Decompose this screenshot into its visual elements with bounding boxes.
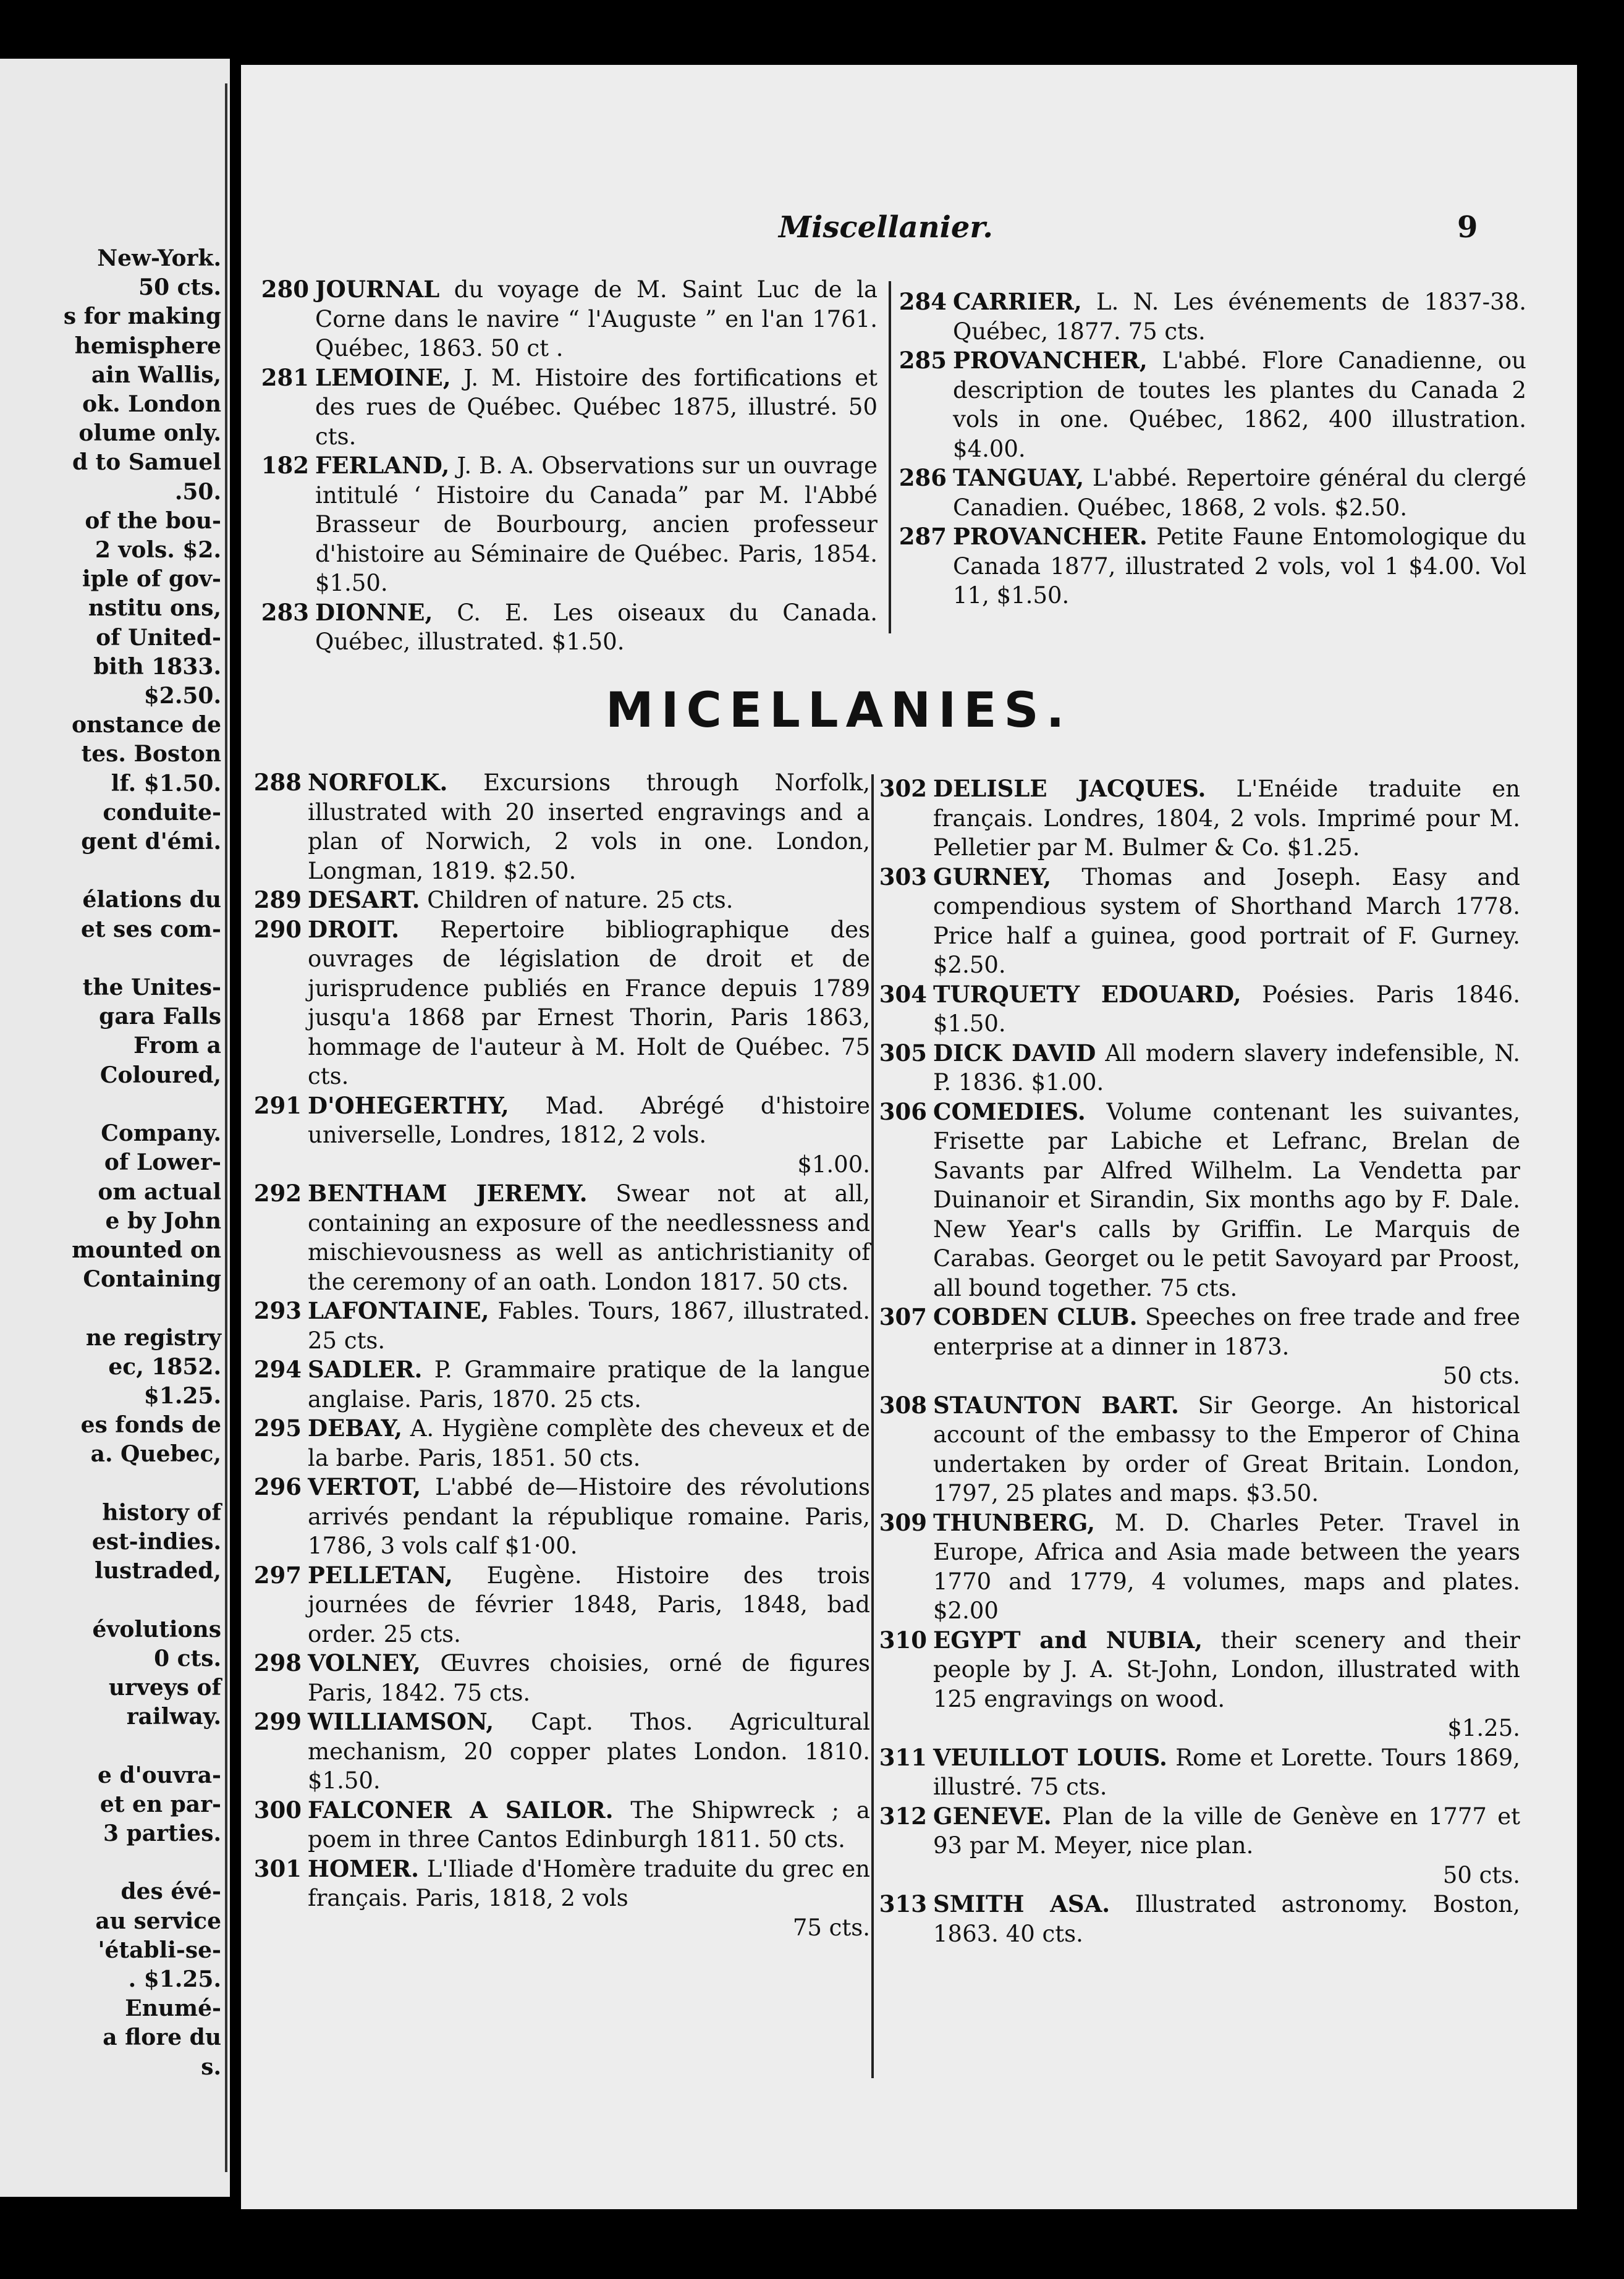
entry-number: 310 bbox=[879, 1626, 927, 1654]
entry-title: DELISLE JACQUES. bbox=[933, 775, 1206, 802]
previous-page-line: iple of gov- bbox=[82, 566, 221, 593]
previous-page-line: des évé- bbox=[121, 1879, 221, 1905]
entry-title: BENTHAM JEREMY. bbox=[308, 1180, 588, 1207]
entry-number: 304 bbox=[879, 980, 927, 1008]
catalogue-entry bbox=[897, 287, 1526, 346]
previous-page-line: ne registry bbox=[85, 1324, 221, 1351]
catalogue-entry bbox=[897, 522, 1526, 611]
entry-description: A. Hygiène complète des cheveux et de la barbe. Paris, 1851. 50 cts. bbox=[308, 1415, 870, 1471]
entry-number: 289 bbox=[253, 886, 302, 913]
catalogue-entry bbox=[252, 1854, 870, 1943]
catalogue-entry bbox=[252, 1796, 870, 1854]
previous-page-line: nstitu ons, bbox=[88, 595, 221, 622]
previous-page-line: gara Falls bbox=[99, 1004, 221, 1030]
previous-page-line: onstance de bbox=[71, 712, 221, 738]
previous-page-line: e by John bbox=[105, 1207, 221, 1234]
entry-number: 308 bbox=[879, 1391, 927, 1419]
previous-page-line: e d'ouvra- bbox=[98, 1762, 221, 1788]
entry-number: 295 bbox=[253, 1414, 302, 1442]
entry-description: The Shipwreck ; a poem in three Cantos Edinburgh 1811. 50 cts. bbox=[308, 1796, 870, 1853]
entry-number: 311 bbox=[879, 1743, 927, 1771]
previous-page-line bbox=[0, 1469, 221, 1499]
catalogue-entry bbox=[878, 774, 1520, 863]
entry-description: M. D. Charles Peter. Travel in Europe, Africa and Asia made between the years 1770 and 1779, 4 volumes, maps and plates. $2.00 bbox=[933, 1509, 1520, 1624]
catalogue-entry bbox=[878, 1391, 1520, 1508]
previous-page-line: 50 cts. bbox=[138, 274, 221, 301]
catalogue-entry bbox=[878, 1303, 1520, 1391]
entry-title: JOURNAL bbox=[315, 276, 440, 303]
previous-page-line: 2 vols. $2. bbox=[95, 537, 221, 564]
entry-description: Petite Faune Entomologique du Canada 1877, illustrated 2 vols, vol 1 $4.00. Vol 11, $1.50. bbox=[953, 523, 1526, 609]
catalogue-entry bbox=[252, 915, 870, 1091]
previous-page-line: From a bbox=[133, 1033, 221, 1059]
entry-number: 285 bbox=[899, 347, 947, 374]
entry-title: WILLIAMSON, bbox=[308, 1708, 494, 1735]
entry-description: All modern slavery indefensible, N. P. 1836. $1.00. bbox=[933, 1039, 1520, 1096]
entry-description: Plan de la ville de Genève en 1777 et 93 par M. Meyer, nice plan. bbox=[933, 1803, 1520, 1859]
entry-description: Children of nature. 25 cts. bbox=[427, 887, 734, 913]
entry-number: 182 bbox=[261, 452, 309, 479]
top-right-column bbox=[897, 287, 1526, 611]
entry-title: GENEVE. bbox=[933, 1802, 1052, 1830]
entry-description: Mad. Abrégé d'histoire universelle, Londres, 1812, 2 vols. bbox=[308, 1092, 870, 1148]
previous-page-line bbox=[0, 1848, 221, 1877]
previous-page-line: lf. $1.50. bbox=[111, 770, 221, 797]
entry-description: Swear not at all, containing an exposure of the needlessness and mischievousness as well as antichristianity of the ceremony of an oath. London 1817. 50 cts. bbox=[308, 1180, 870, 1295]
entry-title: VERTOT, bbox=[308, 1473, 421, 1500]
previous-page-column-rule bbox=[225, 83, 227, 2172]
catalogue-entry bbox=[252, 1355, 870, 1414]
entry-price: 50 cts. bbox=[1442, 1861, 1520, 1888]
entry-number: 297 bbox=[253, 1561, 302, 1589]
entry-title: LEMOINE, bbox=[315, 363, 451, 391]
previous-page-line bbox=[0, 1090, 221, 1119]
previous-page-line: mounted on bbox=[72, 1237, 221, 1263]
entry-title: STAUNTON BART. bbox=[933, 1391, 1179, 1419]
catalogue-entry bbox=[260, 598, 878, 657]
entry-description: Eugène. Histoire des trois journées de février 1848, Paris, 1848, bad order. 25 cts. bbox=[308, 1562, 870, 1647]
entry-number: 302 bbox=[879, 775, 927, 802]
previous-page-line: et ses com- bbox=[80, 916, 221, 942]
catalogue-entry bbox=[897, 346, 1526, 463]
entry-description: L'Iliade d'Homère traduite du grec en français. Paris, 1818, 2 vols bbox=[308, 1855, 870, 1911]
previous-page-line: Coloured, bbox=[99, 1062, 221, 1088]
catalogue-entry bbox=[260, 451, 878, 598]
page-number: 9 bbox=[1457, 210, 1478, 245]
previous-page-line: gent d'émi. bbox=[81, 829, 221, 855]
entry-title: FERLAND, bbox=[315, 452, 450, 479]
catalogue-entry bbox=[252, 1414, 870, 1473]
previous-page-line: Company. bbox=[101, 1120, 221, 1147]
entry-number: 292 bbox=[253, 1180, 302, 1207]
entry-number: 296 bbox=[253, 1473, 302, 1500]
entry-description: J. M. Histoire des fortifications et des rues de Québec. Québec 1875, illustré. 50 cts. bbox=[315, 364, 878, 450]
entry-price: $1.25. bbox=[1447, 1715, 1520, 1741]
previous-page-line: of the bou- bbox=[85, 507, 221, 534]
catalogue-entry bbox=[878, 863, 1520, 980]
catalogue-entry bbox=[252, 1473, 870, 1561]
catalogue-entry bbox=[878, 1508, 1520, 1626]
entry-price: 50 cts. bbox=[1442, 1363, 1520, 1389]
previous-page-line: .50. bbox=[174, 478, 221, 505]
previous-page-line: urveys of bbox=[108, 1674, 221, 1701]
previous-page-line: a. Quebec, bbox=[90, 1441, 221, 1468]
entry-title: LAFONTAINE, bbox=[308, 1297, 489, 1324]
entry-number: 293 bbox=[253, 1297, 302, 1324]
catalogue-entry bbox=[252, 1649, 870, 1707]
entry-title: SADLER. bbox=[308, 1356, 423, 1383]
entry-number: 280 bbox=[261, 276, 309, 303]
catalogue-entry bbox=[260, 275, 878, 363]
entry-title: NORFOLK. bbox=[308, 769, 448, 796]
catalogue-entry bbox=[878, 1039, 1520, 1097]
previous-page-line: 3 parties. bbox=[103, 1820, 221, 1846]
catalogue-entry bbox=[252, 1296, 870, 1355]
entry-number: 286 bbox=[899, 464, 947, 491]
previous-page-line: évolutions bbox=[92, 1616, 221, 1643]
previous-page-line: the Unites- bbox=[82, 975, 221, 1001]
previous-page-line: et en par- bbox=[99, 1791, 221, 1817]
previous-page-line: élations du bbox=[82, 887, 221, 913]
entry-number: 313 bbox=[879, 1890, 927, 1917]
entry-number: 284 bbox=[899, 288, 947, 315]
catalogue-entry bbox=[878, 1890, 1520, 1948]
entry-number: 290 bbox=[253, 915, 302, 943]
catalogue-entry bbox=[878, 1743, 1520, 1802]
previous-page-line: est-indies. bbox=[91, 1528, 221, 1555]
entry-title: CARRIER, bbox=[953, 288, 1082, 315]
entry-description: Repertoire bibliographique des ouvrages de législation de droit et de jurisprudence publiés en France depuis 1789 jusqu'a 1868 par Ernest Thorin, Paris 1863, hommage de l'auteur à M. Holt de Québec. 75 cts. bbox=[308, 916, 871, 1089]
previous-page-line: bith 1833. bbox=[93, 653, 221, 680]
entry-number: 283 bbox=[261, 598, 309, 626]
catalogue-entry bbox=[878, 1626, 1520, 1743]
previous-page-line: ain Wallis, bbox=[91, 362, 221, 388]
entry-title: PROVANCHER. bbox=[953, 523, 1148, 550]
previous-page-line: om actual bbox=[98, 1178, 221, 1205]
entry-description: Fables. Tours, 1867, illustrated. 25 cts. bbox=[308, 1298, 870, 1354]
catalogue-entry bbox=[878, 1097, 1520, 1303]
catalogue-entry bbox=[252, 1179, 870, 1296]
entry-description: L'abbé. Flore Canadienne, ou description de toutes les plantes du Canada 2 vols in one. Québec, 1862, 400 illustration. $4.00. bbox=[953, 347, 1526, 462]
entry-description: Illustrated astronomy. Boston, 1863. 40 cts. bbox=[933, 1891, 1521, 1947]
previous-page-line bbox=[0, 856, 221, 886]
top-left-column bbox=[260, 275, 878, 657]
previous-page-line: Enumé- bbox=[125, 1995, 221, 2022]
entry-title: DIONNE, bbox=[315, 598, 433, 626]
entry-title: DICK DAVID bbox=[933, 1039, 1096, 1067]
previous-page-line: history of bbox=[102, 1499, 221, 1526]
previous-page-line: . $1.25. bbox=[128, 1966, 221, 1992]
entry-price: 75 cts. bbox=[792, 1914, 870, 1941]
catalogue-entry bbox=[252, 886, 870, 915]
previous-page-line: es fonds de bbox=[80, 1412, 221, 1439]
entry-description: Thomas and Joseph. Easy and compendious system of Shorthand March 1778. Price half a guinea, good portrait of F. Gurney. $2.50. bbox=[933, 863, 1520, 978]
bottom-left-column bbox=[252, 768, 870, 1942]
entry-title: COBDEN CLUB. bbox=[933, 1303, 1138, 1330]
entry-title: PROVANCHER, bbox=[953, 347, 1148, 374]
entry-description: L. N. Les événements de 1837-38. Québec, 1877. 75 cts. bbox=[953, 289, 1526, 345]
entry-number: 301 bbox=[253, 1854, 302, 1882]
previous-page-line: d to Samuel bbox=[72, 449, 221, 476]
previous-page-line: ec, 1852. bbox=[108, 1353, 221, 1380]
entry-number: 306 bbox=[879, 1097, 927, 1125]
catalogue-entry bbox=[252, 1707, 870, 1796]
entry-description: L'abbé de—Histoire des révolutions arrivés pendant la république romaine. Paris, 1786, 3 vols calf $1·00. bbox=[308, 1474, 871, 1559]
entry-description: Volume contenant les suivantes, Frisette par Labiche et Lefranc, Brelan de Savants par Alfred Wilhelm. La Vendetta par Duinanoir et Sirandin, Six months ago by F. Dale. New Year's calls by Griffin. Le Marquis de Carabas. Georget ou le petit Savoyard par Proost, all bound together. 75 cts. bbox=[933, 1098, 1520, 1301]
catalogue-entry bbox=[252, 1091, 870, 1180]
previous-page-line bbox=[0, 1294, 221, 1323]
previous-page-line: of United- bbox=[96, 624, 221, 651]
previous-page-line: s. bbox=[201, 2053, 221, 2080]
entry-number: 309 bbox=[879, 1508, 927, 1536]
entry-number: 307 bbox=[879, 1303, 927, 1330]
entry-description: Capt. Thos. Agricultural mechanism, 20 copper plates London. 1810. $1.50. bbox=[308, 1709, 870, 1794]
previous-page-line: 0 cts. bbox=[154, 1645, 221, 1672]
catalogue-entry bbox=[878, 980, 1520, 1039]
entry-title: TURQUETY EDOUARD, bbox=[933, 980, 1241, 1008]
catalogue-entry bbox=[897, 463, 1526, 522]
entry-price: $1.00. bbox=[797, 1151, 870, 1178]
entry-number: 298 bbox=[253, 1649, 302, 1676]
entry-number: 312 bbox=[879, 1802, 927, 1830]
previous-page-line: s for making bbox=[63, 303, 221, 330]
entry-description: Poésies. Paris 1846. $1.50. bbox=[933, 981, 1520, 1037]
previous-page-fragment bbox=[0, 59, 230, 2197]
entry-title: VOLNEY, bbox=[308, 1649, 421, 1676]
entry-title: DESART. bbox=[308, 886, 420, 913]
previous-page-line: tes. Boston bbox=[81, 741, 221, 767]
entry-title: DEBAY, bbox=[308, 1414, 402, 1442]
entry-description: Œuvres choisies, orné de figures Paris, 1842. 75 cts. bbox=[308, 1650, 871, 1706]
entry-title: THUNBERG, bbox=[933, 1508, 1095, 1536]
previous-page-line: $2.50. bbox=[143, 683, 221, 709]
previous-page-line: New-York. bbox=[97, 245, 221, 271]
bottom-column-rule bbox=[871, 774, 874, 2078]
entry-number: 299 bbox=[253, 1708, 302, 1735]
entry-title: PELLETAN, bbox=[308, 1561, 453, 1589]
entry-number: 305 bbox=[879, 1039, 927, 1067]
entry-description: Rome et Lorette. Tours 1869, illustré. 75 cts. bbox=[933, 1744, 1521, 1800]
previous-page-line: hemisphere bbox=[74, 332, 221, 359]
page-header bbox=[241, 210, 1577, 247]
catalogue-entry bbox=[260, 363, 878, 452]
entry-description: their scenery and their people by J. A. St-John, London, illustrated with 125 engravings on wood. bbox=[933, 1626, 1520, 1712]
previous-page-line: railway. bbox=[126, 1704, 221, 1730]
previous-page-line bbox=[0, 944, 221, 973]
previous-page-line: 'établi-se- bbox=[98, 1937, 221, 1963]
entry-description: C. E. Les oiseaux du Canada. Québec, illustrated. $1.50. bbox=[315, 599, 878, 655]
previous-page-line: $1.25. bbox=[143, 1382, 221, 1409]
entry-description: Sir George. An historical account of the embassy to the Emperor of China undertaken by order of Great Britain. London, 1797, 25 plates and maps. $3.50. bbox=[933, 1392, 1521, 1507]
previous-page-line: conduite- bbox=[103, 799, 221, 826]
entry-description: L'Enéide traduite en français. Londres, 1804, 2 vols. Imprimé pour M. Pelletier par M. Bulmer & Co. $1.25. bbox=[933, 776, 1521, 861]
top-column-rule bbox=[889, 281, 891, 633]
previous-page-line: Containing bbox=[83, 1266, 221, 1293]
entry-description: L'abbé. Repertoire général du clergé Canadien. Québec, 1868, 2 vols. $2.50. bbox=[953, 465, 1526, 521]
entry-description: J. B. A. Observations sur un ouvrage intitulé ‘ Histoire du Canada” par M. l'Abbé Brasseur de Bourbourg, ancien professeur d'histoire au Séminaire de Québec. Paris, 1854. $1.50. bbox=[315, 452, 878, 596]
entry-number: 287 bbox=[899, 523, 947, 550]
entry-number: 288 bbox=[253, 769, 302, 796]
catalogue-entry bbox=[252, 1561, 870, 1649]
entry-number: 300 bbox=[253, 1796, 302, 1824]
entry-number: 281 bbox=[261, 363, 309, 391]
entry-number: 291 bbox=[253, 1091, 302, 1119]
entry-description: P. Grammaire pratique de la langue anglaise. Paris, 1870. 25 cts. bbox=[308, 1356, 870, 1413]
entry-number: 303 bbox=[879, 863, 927, 890]
entry-title: GURNEY, bbox=[933, 863, 1052, 890]
previous-page-line: lustraded, bbox=[95, 1558, 221, 1584]
entry-title: HOMER. bbox=[308, 1854, 419, 1882]
entry-description: Speeches on free trade and free enterprise at a dinner in 1873. bbox=[933, 1304, 1520, 1360]
catalogue-page bbox=[241, 65, 1577, 2209]
previous-page-line: olume only. bbox=[78, 420, 221, 447]
previous-page-line: au service bbox=[95, 1908, 221, 1934]
entry-title: COMEDIES. bbox=[933, 1097, 1086, 1125]
entry-title: DROIT. bbox=[308, 915, 400, 943]
catalogue-entry bbox=[878, 1802, 1520, 1890]
entry-title: FALCONER A SAILOR. bbox=[308, 1796, 614, 1824]
previous-page-line bbox=[0, 1586, 221, 1615]
previous-page-line bbox=[0, 1731, 221, 1761]
running-title: Miscellanier. bbox=[779, 210, 993, 245]
entry-title: D'OHEGERTHY, bbox=[308, 1091, 509, 1119]
entry-description: du voyage de M. Saint Luc de la Corne dans le navire “ l'Auguste ” en l'an 1761. Québec, 1863. 50 ct . bbox=[315, 276, 878, 362]
bottom-right-column bbox=[878, 774, 1520, 1948]
previous-page-line: of Lower- bbox=[104, 1149, 221, 1176]
entry-title: TANGUAY, bbox=[953, 464, 1085, 491]
section-heading: MICELLANIES. bbox=[606, 683, 1072, 738]
entry-title: VEUILLOT LOUIS. bbox=[933, 1743, 1167, 1771]
entry-number: 294 bbox=[253, 1356, 302, 1383]
previous-page-text bbox=[0, 244, 221, 2082]
entry-title: EGYPT and NUBIA, bbox=[933, 1626, 1203, 1654]
entry-description: Excursions through Norfolk, illustrated with 20 inserted engravings and a plan of Norwich, 2 vols in one. London, Longman, 1819. $2.50. bbox=[308, 769, 870, 884]
catalogue-entry bbox=[252, 768, 870, 886]
entry-title: SMITH ASA. bbox=[933, 1890, 1110, 1917]
previous-page-line: a flore du bbox=[103, 2024, 221, 2051]
previous-page-line: ok. London bbox=[82, 391, 221, 418]
